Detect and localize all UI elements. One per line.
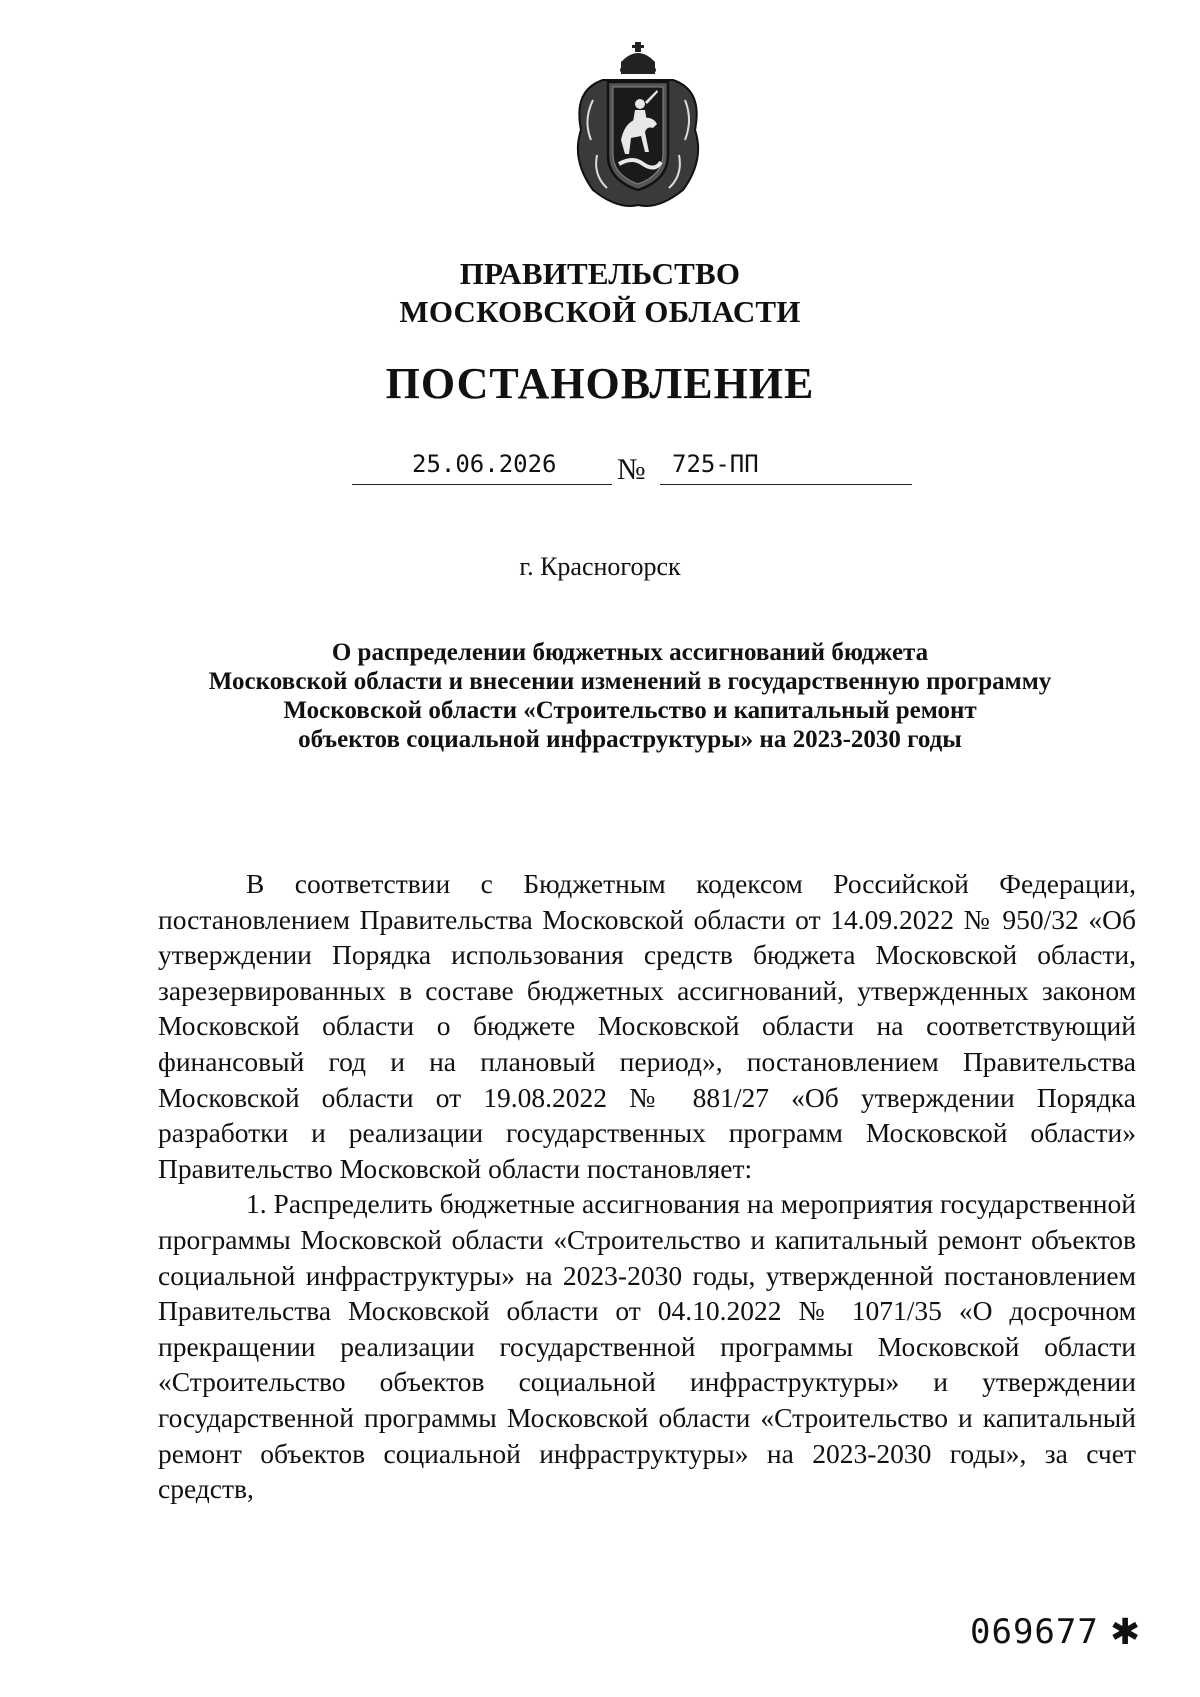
body-paragraph-preamble: В соответствии с Бюджетным кодексом Российской Федерации, постановлением Правительства Московской области от 14.09.2022 № 950/32 «Об утверждении Порядка использования средств бюджета Московской области, зарезервированных в составе бюджетных ассигнований, утвержденных законом Московской области о бюджете Московской области на соответствующий финансовый год и на плановый период», постановлением Правительства Московской области от 19.08.2022 № 881/27 «Об утверждении Порядка разработки и реализации государственных программ Московской области» Правительство Московской области постановляет: bbox=[158, 868, 1136, 1184]
document-number: 725-ПП bbox=[672, 450, 759, 478]
document-body bbox=[158, 866, 1136, 1507]
number-field bbox=[660, 448, 912, 485]
document-date: 25.06.2026 bbox=[412, 450, 557, 478]
organization-title-line-2: МОСКОВСКОЙ ОБЛАСТИ bbox=[399, 294, 801, 329]
coat-of-arms-icon bbox=[563, 40, 713, 215]
serial-number: 069677 bbox=[970, 1612, 1099, 1652]
subject-line: объектов социальной инфраструктуры» на 2023-2030 годы bbox=[298, 726, 962, 753]
number-sign: № bbox=[617, 453, 646, 486]
organization-title-line-1: ПРАВИТЕЛЬСТВО bbox=[459, 256, 741, 291]
subject-line: Московской области «Строительство и капитальный ремонт bbox=[283, 697, 977, 724]
date-field bbox=[352, 448, 612, 485]
subject-line: Московской области и внесении изменений в государственную программу bbox=[208, 668, 1052, 695]
organization-title bbox=[0, 255, 1200, 331]
asterisk-icon: ✱ bbox=[1110, 1612, 1141, 1653]
document-subject bbox=[150, 638, 1110, 754]
document-type-heading: ПОСТАНОВЛЕНИЕ bbox=[385, 359, 815, 408]
place-of-issue: г. Красногорск bbox=[519, 552, 681, 581]
body-paragraph-item-1: 1. Распределить бюджетные ассигнования на мероприятия государственной программы Московской области «Строительство и капитальный ремонт объектов социальной инфраструктуры» на 2023-2030 годы, утвержденной постановлением Правительства Московской области от 04.10.2022 № 1071/35 «О досрочном прекращении реализации государственной программы Московской области «Строительство объектов социальной инфраструктуры» и утверждении государственной программы Московской области «Строительство и капитальный ремонт объектов социальной инфраструктуры» на 2023-2030 годы», за счет средств, bbox=[158, 1188, 1136, 1505]
subject-line: О распределении бюджетных ассигнований бюджета bbox=[331, 639, 929, 666]
